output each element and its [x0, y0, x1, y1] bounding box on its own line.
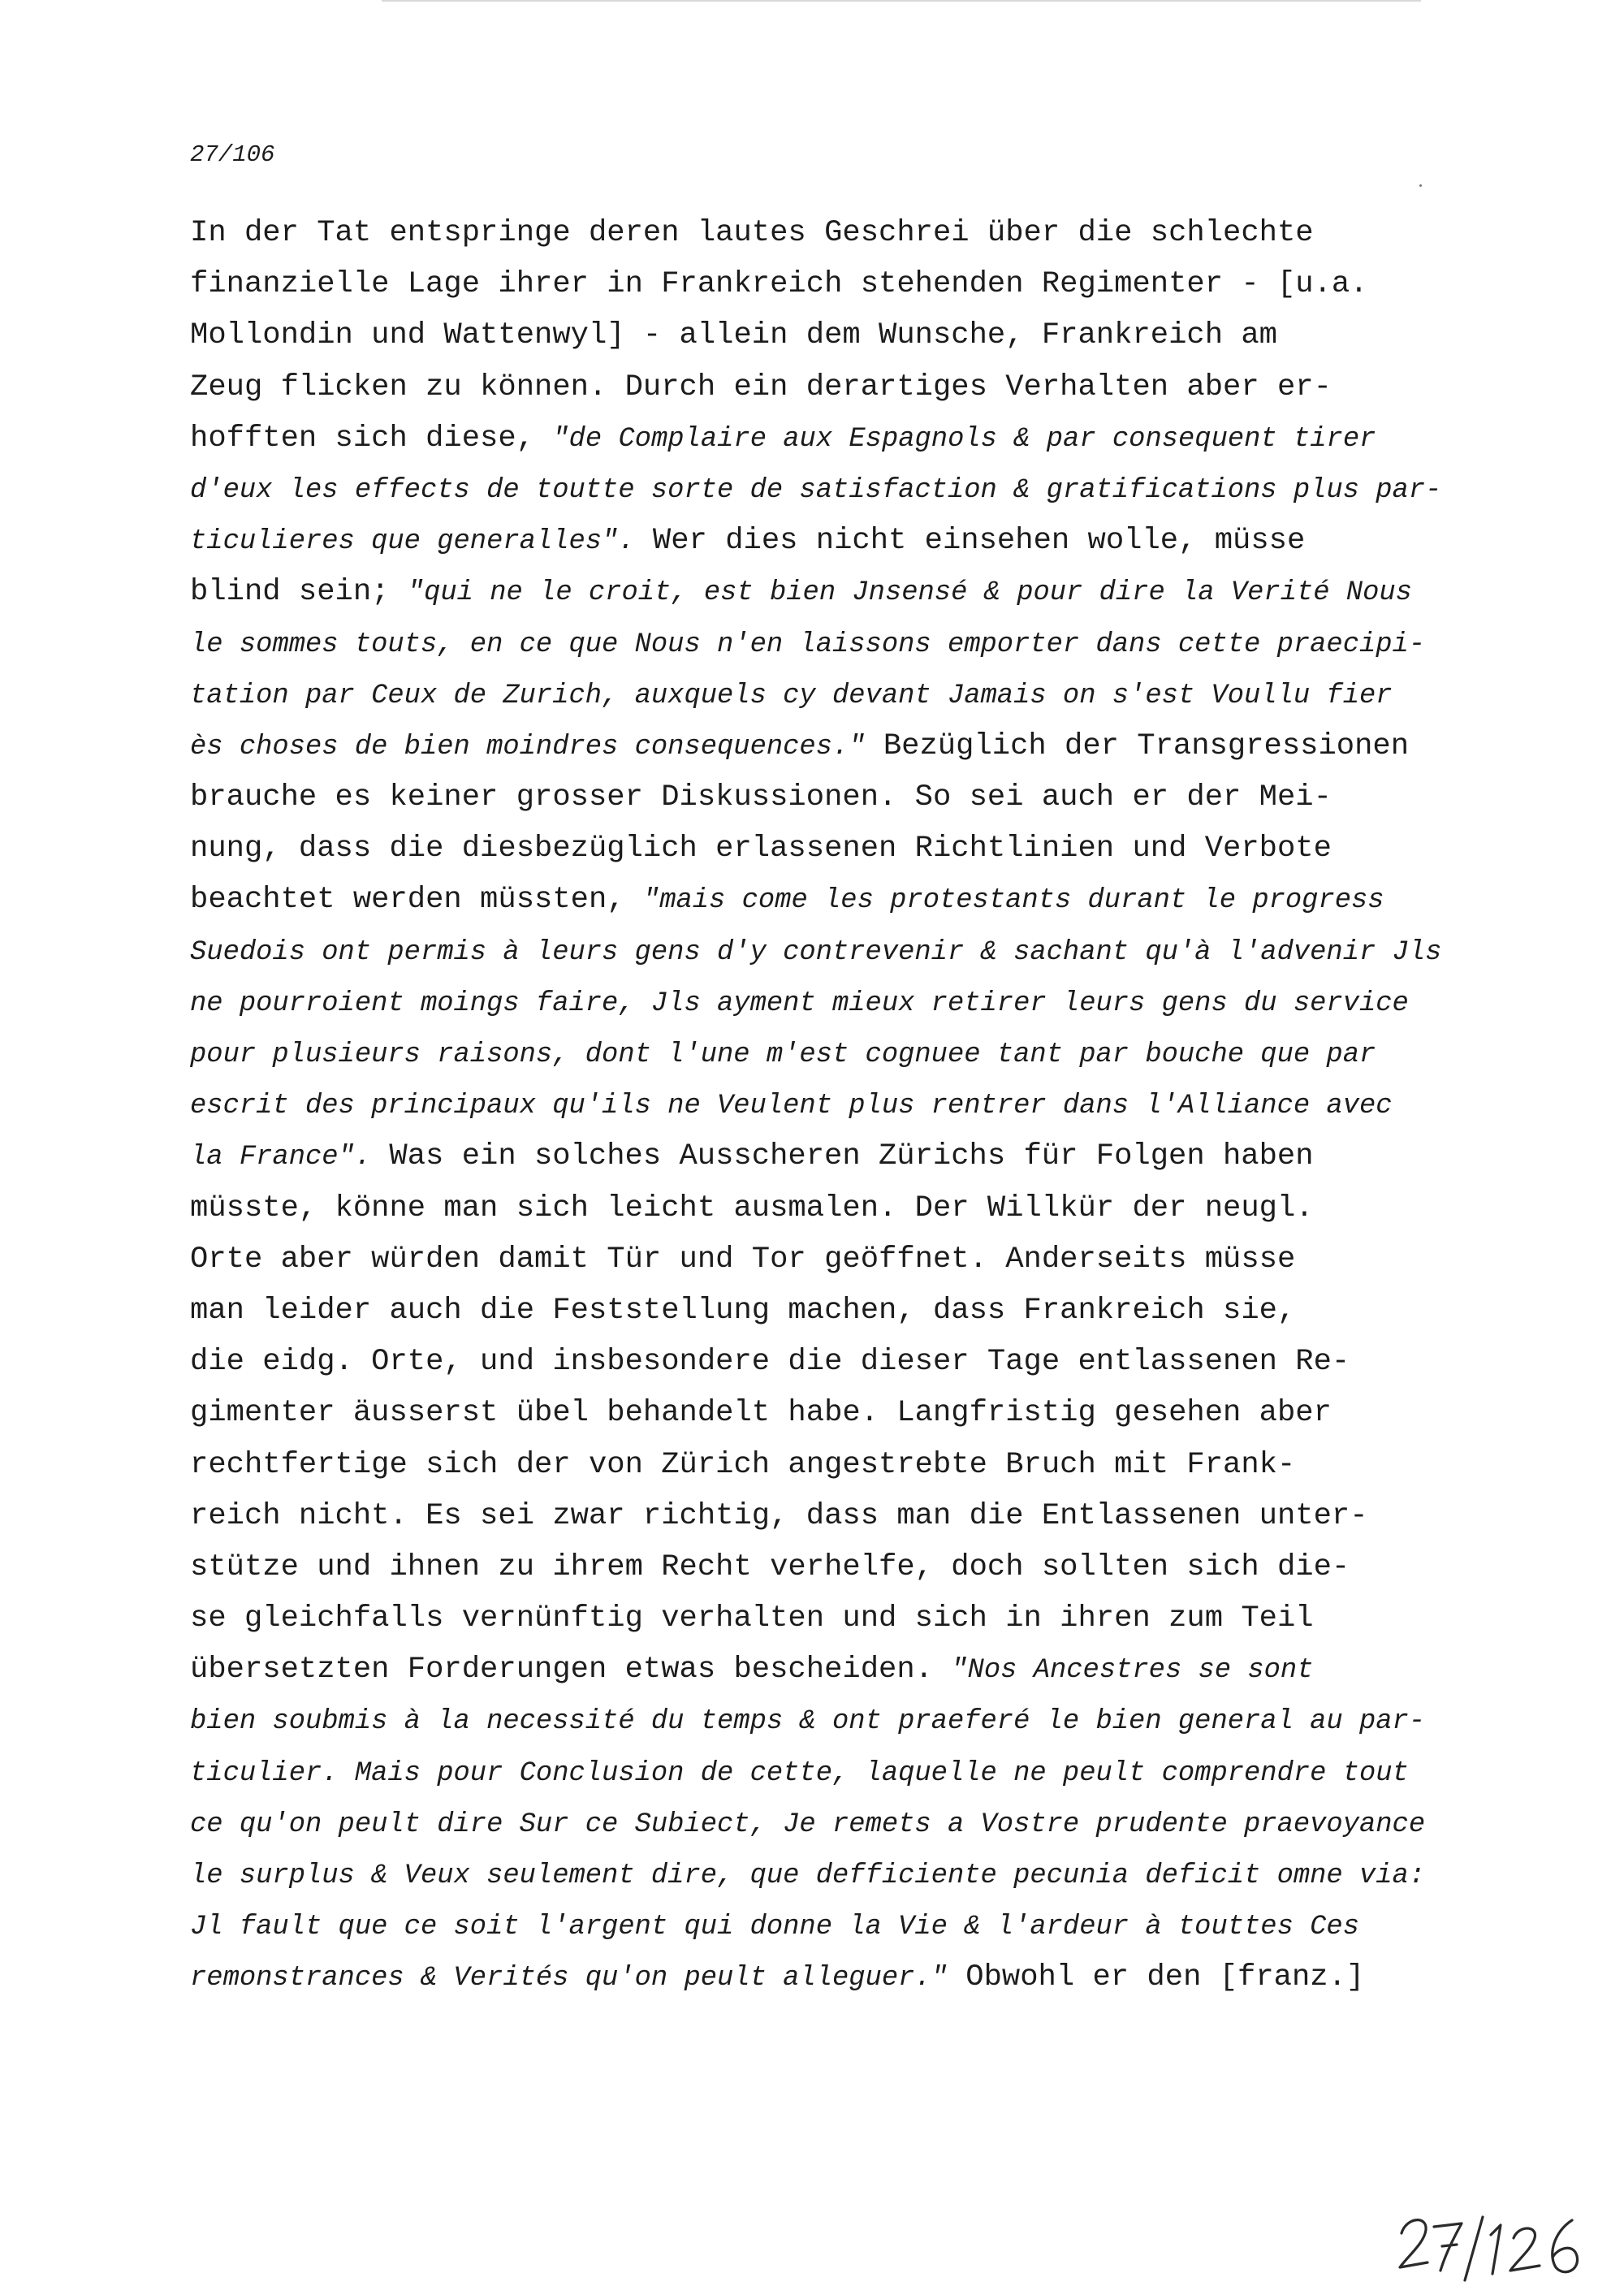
german-text-segment: stütze und ihnen zu ihrem Recht verhelfe, doch sollten sich die-: [190, 1549, 1350, 1584]
french-quote-segment: ne pourroient moings faire, Jls ayment mieux retirer leurs gens du service: [190, 987, 1409, 1019]
scan-speck: [1419, 184, 1422, 187]
german-text-segment: se gleichfalls vernünftig verhalten und sich in ihren zum Teil: [190, 1601, 1314, 1636]
page-reference: 27/106: [190, 141, 275, 168]
german-text-segment: reich nicht. Es sei zwar richtig, dass man die Entlassenen unter-: [190, 1498, 1368, 1533]
text-line: [190, 1440, 1505, 1491]
text-line: [190, 670, 1505, 721]
text-line: [190, 823, 1505, 875]
german-text-segment: brauche es keiner grosser Diskussionen. So sei auch er der Mei-: [190, 780, 1332, 815]
text-line: [190, 927, 1505, 978]
german-text-segment: Wer dies nicht einsehen wolle, müsse: [634, 524, 1306, 559]
text-line: [190, 310, 1505, 361]
text-line: [190, 1388, 1505, 1439]
french-quote-segment: "qui ne le croit, est bien Jnsensé & pour dire la Verité Nous: [407, 577, 1412, 609]
text-line: [190, 413, 1505, 465]
text-line: [190, 1696, 1505, 1747]
text-line: [190, 1748, 1505, 1799]
french-quote-segment: tation par Ceux de Zurich, auxquels cy devant Jamais on s'est Voullu fier: [190, 680, 1393, 711]
german-text-segment: Zeug flicken zu können. Durch ein derartiges Verhalten aber er-: [190, 369, 1332, 404]
french-quote-segment: "Nos Ancestres se sont: [951, 1655, 1314, 1687]
text-line: [190, 1029, 1505, 1080]
text-line: [190, 875, 1505, 926]
german-text-segment: nung, dass die diesbezüglich erlassenen Richtlinien und Verbote: [190, 832, 1332, 866]
text-line: [190, 1593, 1505, 1644]
text-line: [190, 1234, 1505, 1286]
text-line: [190, 1131, 1505, 1182]
text-line: [190, 772, 1505, 823]
german-text-segment: gimenter äusserst übel behandelt habe. Langfristig gesehen aber: [190, 1396, 1332, 1431]
text-line: [190, 1286, 1505, 1337]
text-line: [190, 1183, 1505, 1234]
text-line: [190, 1491, 1505, 1542]
french-quote-segment: ès choses de bien moindres consequences.": [190, 731, 866, 763]
french-quote-segment: le surplus & Veux seulement dire, que defficiente pecunia deficit omne via:: [190, 1860, 1426, 1891]
text-line: [190, 619, 1505, 670]
french-quote-segment: Jl fault que ce soit l'argent qui donne la Vie & l'ardeur à touttes Ces: [190, 1912, 1359, 1943]
text-line: [190, 1952, 1505, 2003]
text-line: [190, 516, 1505, 567]
text-line: [190, 978, 1505, 1029]
french-quote-segment: escrit des principaux qu'ils ne Veulent plus rentrer dans l'Alliance avec: [190, 1091, 1393, 1122]
french-quote-segment: la France".: [190, 1142, 372, 1173]
text-line: [190, 1644, 1505, 1696]
french-quote-segment: ce qu'on peult dire Sur ce Subiect, Je remets a Vostre prudente praevoyance: [190, 1808, 1426, 1840]
german-text-segment: Mollondin und Wattenwyl] - allein dem Wunsche, Frankreich am: [190, 318, 1277, 353]
german-text-segment: beachtet werden müssten,: [190, 883, 643, 918]
french-quote-segment: Suedois ont permis à leurs gens d'y contrevenir & sachant qu'à l'advenir Jls: [190, 936, 1442, 968]
text-line: [190, 1850, 1505, 1901]
text-line: [190, 567, 1505, 618]
french-quote-segment: bien soubmis à la necessité du temps & ont praeferé le bien general au par-: [190, 1706, 1426, 1738]
german-text-segment: In der Tat entspringe deren lautes Geschrei über die schlechte: [190, 216, 1314, 250]
german-text-segment: Obwohl er den [franz.]: [947, 1960, 1365, 1995]
german-text-segment: die eidg. Orte, und insbesondere die dieser Tage entlassenen Re-: [190, 1345, 1350, 1380]
french-quote-segment: ticulieres que generalles".: [190, 526, 635, 558]
text-line: [190, 1799, 1505, 1850]
german-text-segment: übersetzten Forderungen etwas bescheiden.: [190, 1653, 952, 1687]
german-text-segment: hofften sich diese,: [190, 421, 553, 456]
german-text-segment: finanzielle Lage ihrer in Frankreich stehenden Regimenter - [u.a.: [190, 267, 1368, 302]
body-text: [190, 208, 1505, 2004]
text-line: [190, 1080, 1505, 1131]
text-line: [190, 1542, 1505, 1593]
french-quote-segment: "de Complaire aux Espagnols & par consequent tirer: [552, 423, 1376, 455]
text-line: [190, 259, 1505, 310]
german-text-segment: Bezüglich der Transgressionen: [865, 728, 1410, 763]
text-line: [190, 362, 1505, 413]
text-line: [190, 721, 1505, 772]
german-text-segment: Was ein solches Ausscheren Zürichs für Folgen haben: [371, 1139, 1314, 1174]
german-text-segment: man leider auch die Feststellung machen, dass Frankreich sie,: [190, 1293, 1296, 1328]
text-line: [190, 208, 1505, 259]
french-quote-segment: ticulier. Mais pour Conclusion de cette, laquelle ne peult comprendre tout: [190, 1757, 1409, 1789]
german-text-segment: rechtfertige sich der von Zürich angestrebte Bruch mit Frank-: [190, 1447, 1296, 1482]
page-top-edge: [382, 0, 1421, 2]
german-text-segment: Orte aber würden damit Tür und Tor geöffnet. Anderseits müsse: [190, 1242, 1296, 1277]
french-quote-segment: pour plusieurs raisons, dont l'une m'est cognuee tant par bouche que par: [190, 1039, 1376, 1070]
french-quote-segment: "mais come les protestants durant le progress: [642, 885, 1384, 917]
french-quote-segment: d'eux les effects de toutte sorte de satisfaction & gratifications plus par-: [190, 474, 1442, 506]
text-line: [190, 1337, 1505, 1388]
french-quote-segment: remonstrances & Verités qu'on peult alleguer.": [190, 1963, 948, 1994]
german-text-segment: blind sein;: [190, 575, 408, 610]
text-line: [190, 465, 1505, 516]
handwritten-page-number: [1392, 2193, 1603, 2282]
french-quote-segment: le sommes touts, en ce que Nous n'en laissons emporter dans cette praecipi-: [190, 629, 1426, 660]
german-text-segment: müsste, könne man sich leicht ausmalen. Der Willkür der neugl.: [190, 1191, 1314, 1225]
text-line: [190, 1901, 1505, 1952]
